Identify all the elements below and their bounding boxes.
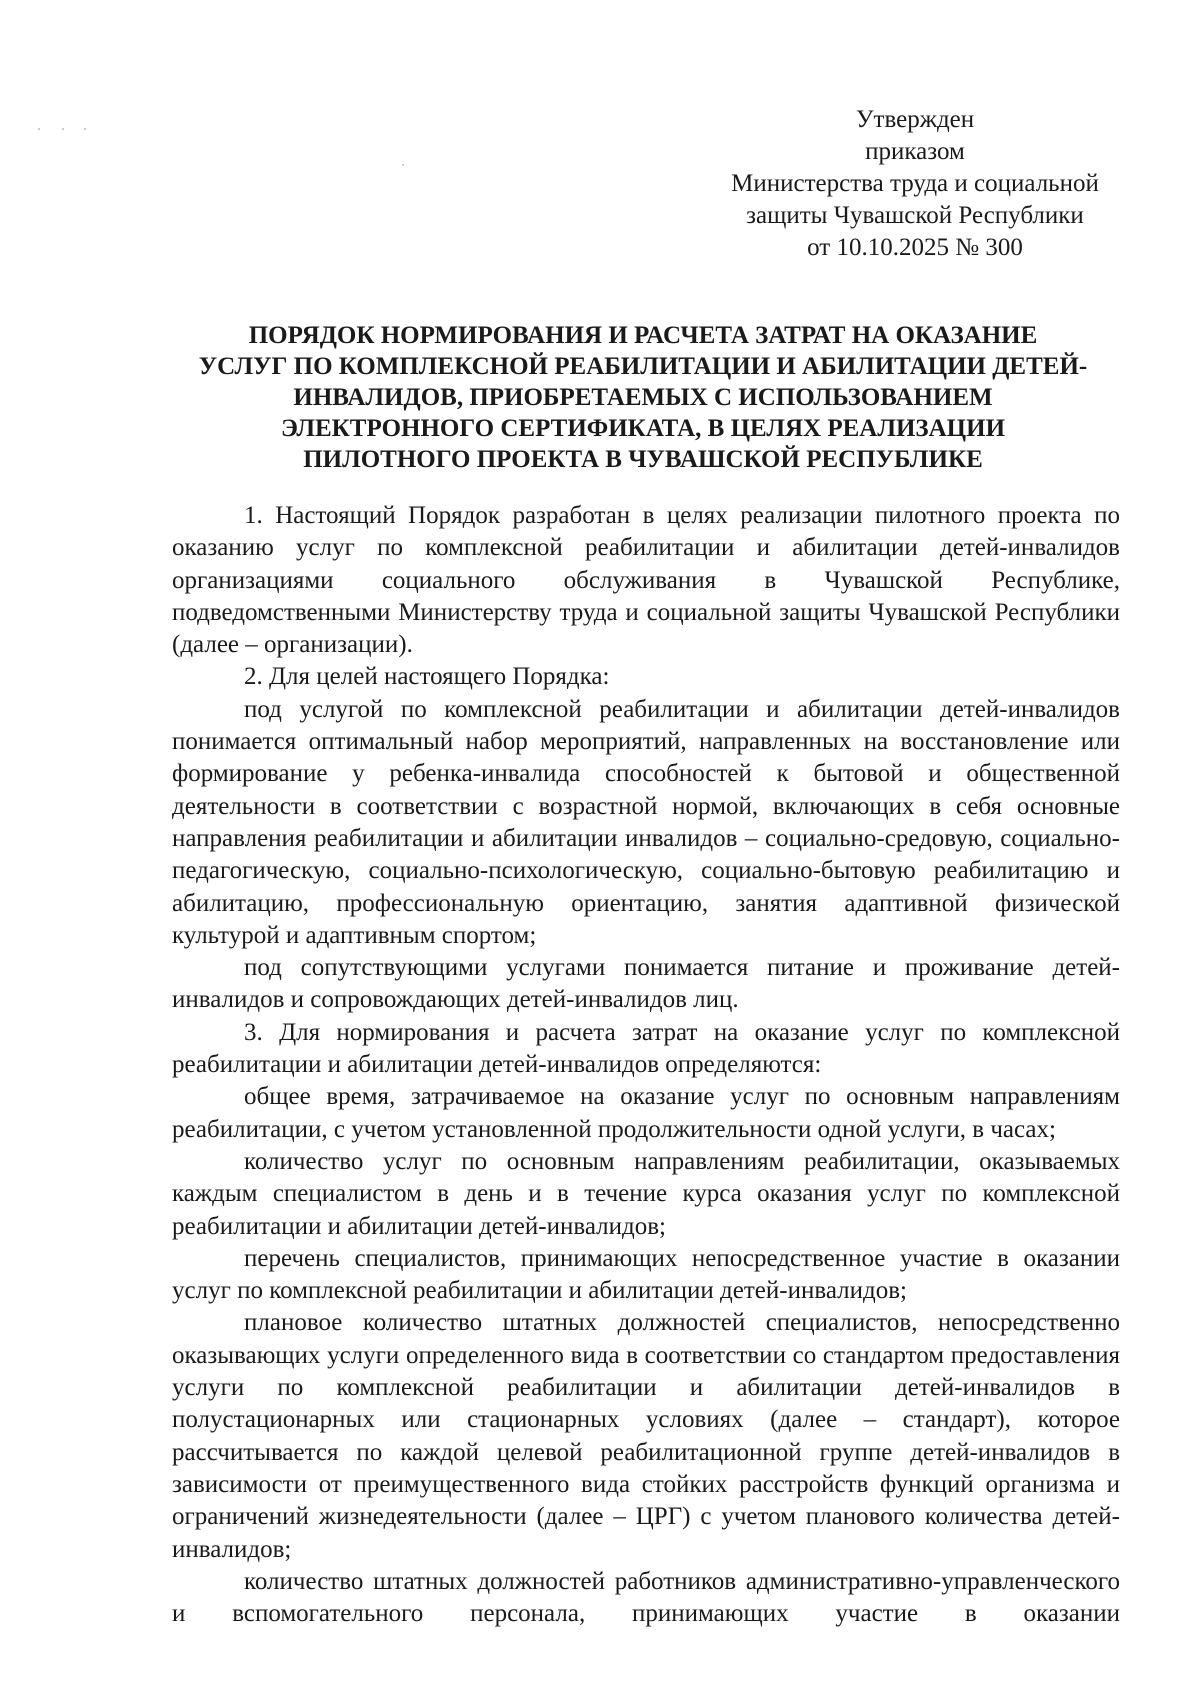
- approval-line: защиты Чувашской Республики: [746, 202, 1084, 229]
- scan-artifact: [62, 128, 64, 130]
- document-body: [172, 500, 1120, 1630]
- paragraph-4: под сопутствующими услугами понимается питание и проживание детей-инвалидов и сопровождающих детей-инвалидов лиц.: [172, 954, 1120, 1014]
- approval-line: приказом: [865, 138, 965, 165]
- title-line: ПИЛОТНОГО ПРОЕКТА В ЧУВАШСКОЙ РЕСПУБЛИКЕ: [303, 446, 983, 473]
- paragraph-5: 3. Для нормирования и расчета затрат на оказание услуг по комплексной реабилитации и абилитации детей-инвалидов определяются:: [172, 1018, 1120, 1079]
- paragraph-8: перечень специалистов, принимающих непосредственное участие в оказании услуг по комплексной реабилитации и абилитации детей-инвалидов;: [172, 1244, 1120, 1305]
- paragraph-9: плановое количество штатных должностей специалистов, непосредственно оказывающих услуги определенного вида в соответствии со стандартом предоставления услуги по комплексной реабилитации и абилитации детей-инвалидов в полустационарных или стационарных условиях (далее – стандарт), которое рассчитывается по каждой целевой реабилитационной группе детей-инвалидов в зависимости от преимущественного вида стойких расстройств функций организма и ограничений жизнедеятельности (далее – ЦРГ) с учетом планового количества детей-инвалидов;: [172, 1309, 1120, 1563]
- paragraph-2: 2. Для целей настоящего Порядка:: [244, 663, 610, 691]
- paragraph-10: количество штатных должностей работников административно-управленческого и вспомогательного персонала, принимающих участие в оказании: [172, 1567, 1120, 1628]
- approval-line: Министерства труда и социальной: [731, 170, 1099, 197]
- scan-artifact: [38, 128, 40, 130]
- title-line: УСЛУГ ПО КОМПЛЕКСНОЙ РЕАБИЛИТАЦИИ И АБИЛИТАЦИИ ДЕТЕЙ-: [198, 353, 1088, 380]
- document-title: [168, 320, 1118, 475]
- paragraph-6: общее время, затрачиваемое на оказание услуг по основным направлениям реабилитации, с учетом установленной продолжительности одной услуги, в часах;: [172, 1083, 1120, 1143]
- title-line: ИНВАЛИДОВ, ПРИОБРЕТАЕМЫХ С ИСПОЛЬЗОВАНИЕМ: [293, 384, 993, 411]
- scan-artifact: [84, 128, 86, 130]
- paragraph-1: 1. Настоящий Порядок разработан в целях реализации пилотного проекта по оказанию услуг по комплексной реабилитации и абилитации детей-инвалидов организациями социального обслуживания в Чувашской Республике, подведомственными Министерству труда и социальной защиты Чувашской Республики (далее – организации).: [172, 502, 1120, 659]
- approval-line: Утвержден: [855, 106, 975, 133]
- approval-block: [700, 104, 1130, 264]
- paragraph-7: количество услуг по основным направлениям реабилитации, оказываемых каждым специалистом в день и в течение курса оказания услуг по комплексной реабилитации и абилитации детей-инвалидов;: [172, 1147, 1120, 1240]
- scan-artifact: [402, 164, 404, 166]
- approval-line: от 10.10.2025 № 300: [807, 234, 1023, 261]
- title-line: ПОРЯДОК НОРМИРОВАНИЯ И РАСЧЕТА ЗАТРАТ НА ОКАЗАНИЕ: [248, 322, 1038, 349]
- title-line: ЭЛЕКТРОННОГО СЕРТИФИКАТА, В ЦЕЛЯХ РЕАЛИЗАЦИИ: [280, 415, 1006, 442]
- paragraph-3: под услугой по комплексной реабилитации и абилитации детей-инвалидов понимается оптимальный набор мероприятий, направленных на восстановление или формирование у ребенка-инвалида способностей к бытовой и общественной деятельности в соответствии с возрастной нормой, включающих в себя основные направления реабилитации и абилитации инвалидов – социально-средовую, социально-педагогическую, социально-психологическую, социально-бытовую реабилитацию и абилитацию, профессиональную ориентацию, занятия адаптивной физической культурой и адаптивным спортом;: [172, 695, 1120, 949]
